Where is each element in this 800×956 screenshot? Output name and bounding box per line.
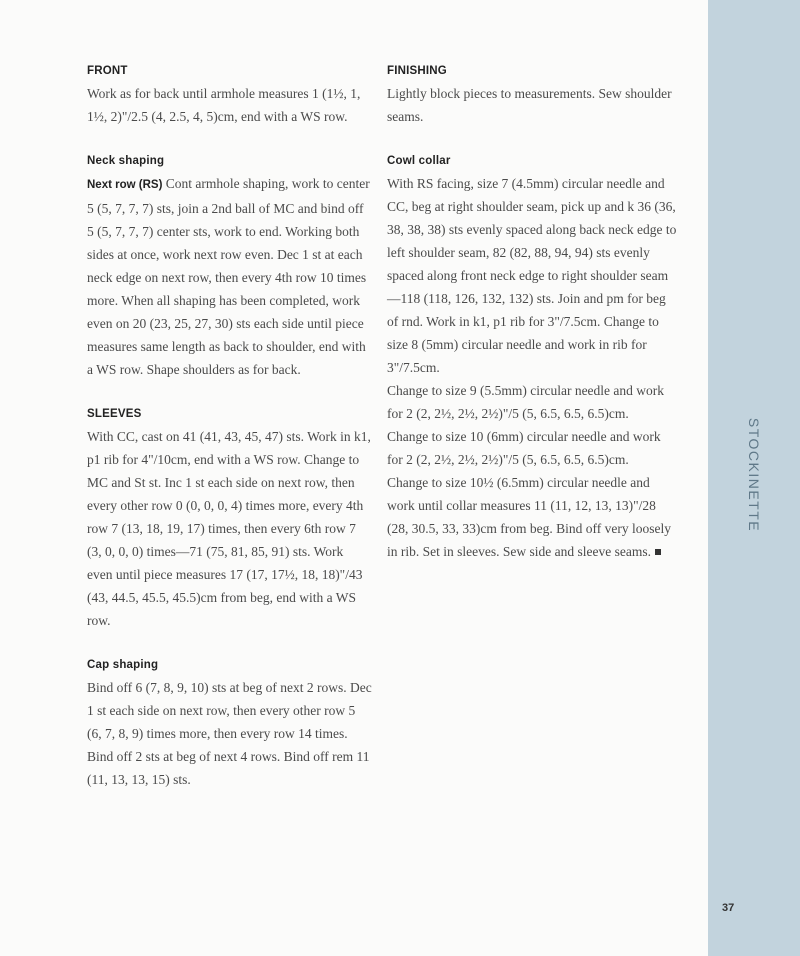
next-row-lead: Next row (RS) [87, 179, 163, 191]
cowl-collar-body-4 [387, 471, 677, 563]
neck-shaping-body [87, 172, 372, 381]
cowl-collar-body-3: Change to size 10 (6mm) circular needle and work for 2 (2, 2½, 2½, 2½)"/5 (5, 6.5, 6.5, 6.5)cm. [387, 429, 661, 467]
neck-shaping-text: Cont armhole shaping, work to center 5 (5, 7, 7, 7) sts, join a 2nd ball of MC and bind off 5 (5, 7, 7, 7) center sts, work to end. Working both sides at once, work next row even. Dec 1 st at each neck edge on next row, then every 4th row 10 times more. When all shaping has been completed, work even on 20 (23, 25, 27, 30) sts each side until piece measures same length as back to shoulder, end with a WS row. Shape shoulders as for back. [87, 176, 370, 377]
sleeves-heading: SLEEVES [87, 408, 142, 420]
neck-shaping-heading: Neck shaping [87, 155, 165, 167]
cap-shaping-heading: Cap shaping [87, 659, 159, 671]
section-label: STOCKINETTE [746, 417, 762, 533]
cowl-collar-body-1: With RS facing, size 7 (4.5mm) circular needle and CC, beg at right shoulder seam, pick up and k 36 (36, 38, 38, 38) sts evenly spaced along back neck edge to left shoulder seam, 82 (82, 88, 94, 94) sts evenly spaced along front neck edge to right shoulder seam—118 (118, 126, 132, 132) sts. Join and pm for beg of rnd. Work in k1, p1 rib for 3"/7.5cm. Change to size 8 (5mm) circular needle and work in rib for 3"/7.5cm. [387, 176, 677, 375]
cowl-collar-heading: Cowl collar [387, 155, 451, 167]
left-column [87, 60, 372, 791]
front-heading: FRONT [87, 65, 128, 77]
page-number: 37 [722, 902, 735, 914]
front-body: Work as for back until armhole measures 1 (1½, 1, 1½, 2)"/2.5 (4, 2.5, 4, 5)cm, end with a WS row. [87, 86, 361, 124]
sleeves-body: With CC, cast on 41 (41, 43, 45, 47) sts. Work in k1, p1 rib for 4"/10cm, end with a WS row. Change to MC and St st. Inc 1 st each side on next row, then every other row 0 (0, 0, 0, 4) times more, every 4th row 7 (13, 18, 19, 17) times, then every 6th row 7 (3, 0, 0, 0) times—71 (75, 81, 85, 91) sts. Work even until piece measures 17 (17, 17½, 18, 18)"/43 (43, 44.5, 45.5, 45.5)cm from beg, end with a WS row. [87, 429, 371, 628]
finishing-heading: FINISHING [387, 65, 447, 77]
right-column [387, 60, 677, 563]
cap-shaping-body: Bind off 6 (7, 8, 9, 10) sts at beg of next 2 rows. Dec 1 st each side on next row, then every other row 5 (6, 7, 8, 9) times more, then every row 14 times. Bind off 2 sts at beg of next 4 rows. Bind off rem 11 (11, 13, 13, 15) sts. [87, 680, 372, 787]
cowl-collar-body-2: Change to size 9 (5.5mm) circular needle and work for 2 (2, 2½, 2½, 2½)"/5 (5, 6.5, 6.5, 6.5)cm. [387, 383, 665, 421]
finishing-body: Lightly block pieces to measurements. Sew shoulder seams. [387, 86, 672, 124]
cowl-collar-text-4: Change to size 10½ (6.5mm) circular needle and work until collar measures 11 (11, 12, 13, 13)"/28 (28, 30.5, 33, 33)cm from beg. Bind off very loosely in rib. Set in sleeves. Sew side and sleeve seams. [387, 475, 671, 559]
end-mark-icon [655, 549, 661, 555]
